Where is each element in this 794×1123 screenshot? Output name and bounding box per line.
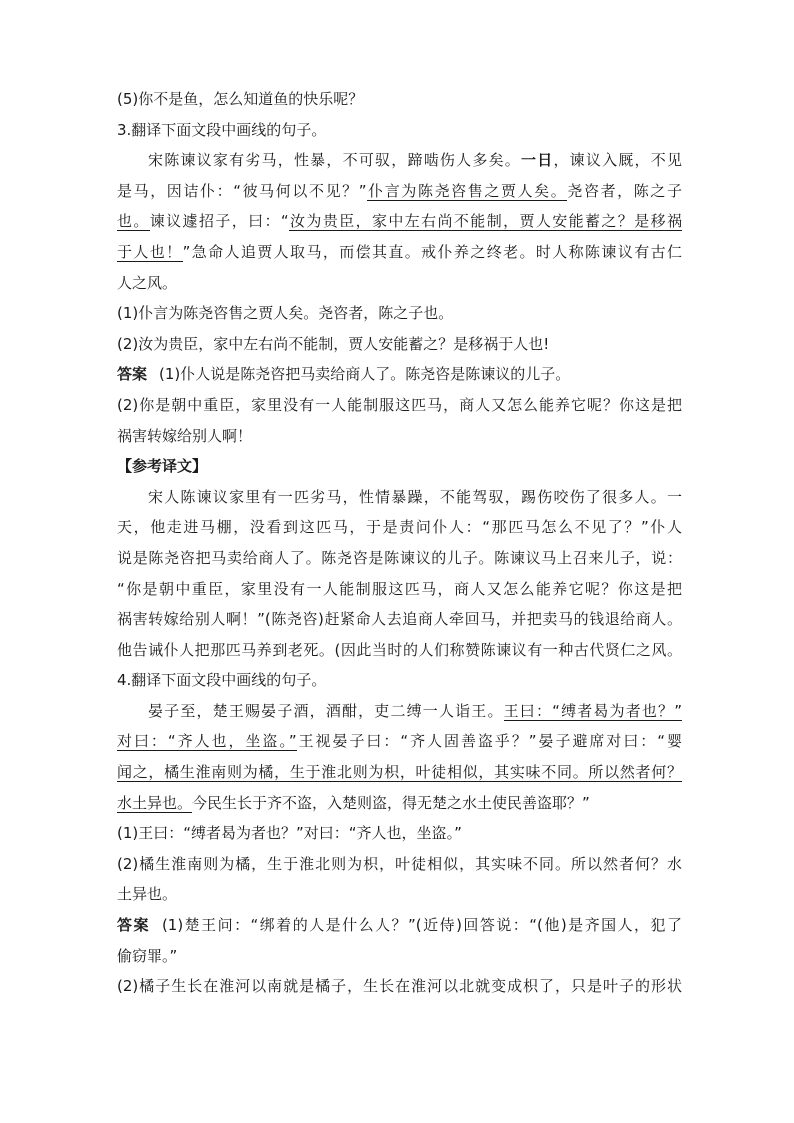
underlined-sentence: 橘生淮南则为橘，生于淮北则为枳，叶徒相似，其实味不同。所以然者何？ bbox=[164, 763, 682, 782]
translation-line: “你是朝中重臣，家里没有一人能制服这匹马，商人又怎么能养它呢？你这是把 bbox=[117, 579, 682, 598]
answer-label: 答案 bbox=[117, 365, 148, 384]
q4-passage-line: 晏子至，楚王赐晏子酒，酒酣，吏二缚一人诣王。王曰：“缚者曷为者也？” bbox=[148, 701, 682, 720]
q3-item-2: (2)汝为贵臣，家中左右尚不能制，贾人安能蓄之？是移祸于人也! bbox=[117, 334, 550, 353]
document-page bbox=[117, 84, 682, 1002]
q3-answer-1: 答案 (1)仆人说是陈尧咨把马卖给商人了。陈尧咨是陈谏议的儿子。 bbox=[117, 365, 571, 384]
translation-line: 宋人陈谏议家里有一匹劣马，性情暴躁，不能驾驭，踢伤咬伤了很多人。一 bbox=[148, 487, 682, 506]
underlined-sentence: 汝为贵臣，家中左右尚不能制，贾人安能蓄之？是移祸 bbox=[288, 212, 682, 231]
q4-heading: 4.翻译下面文段中画线的句子。 bbox=[117, 671, 327, 690]
q4-passage-line bbox=[117, 757, 682, 788]
translation-line: 天，他走进马棚，没看到这匹马，于是责问仆人：“那匹马怎么不见了？”仆人 bbox=[117, 518, 682, 537]
q4-passage-line: 水土异也。今民生长于齐不盗，入楚则盗，得无楚之水土使民善盗耶？” bbox=[117, 793, 590, 812]
q3-passage-line: 宋陈谏议家有劣马，性暴，不可驭，蹄啮伤人多矣。一日，谏议入厩，不见 bbox=[148, 151, 682, 170]
underlined-sentence: 对曰：“齐人也，坐盗。” bbox=[117, 732, 297, 751]
q3-answer-2-cont: 祸害转嫁给别人啊！ bbox=[117, 426, 253, 445]
answer-label: 答案 bbox=[117, 916, 150, 935]
q3-answer-2: (2)你是朝中重臣，家里没有一人能制服这匹马，商人又怎么能养它呢？你这是把 bbox=[117, 395, 682, 414]
underlined-sentence: 闻之， bbox=[117, 763, 165, 782]
underlined-sentence: 于人也！ bbox=[117, 242, 183, 261]
q3-passage-line: 是马，因诘仆：“彼马何以不见？”仆言为陈尧咨售之贾人矣。尧咨者，陈之子 bbox=[117, 181, 682, 200]
q3-heading: 3.翻译下面文段中画线的句子。 bbox=[117, 120, 327, 139]
underlined-sentence: 王曰：“缚者曷为者也？” bbox=[503, 701, 682, 720]
q2-item-5: (5)你不是鱼，怎么知道鱼的快乐呢？ bbox=[117, 90, 364, 108]
q4-item-1: (1)王曰：“缚者曷为者也？”对曰：“齐人也，坐盗。” bbox=[117, 824, 462, 843]
q4-answer-2: (2)橘子生长在淮河以南就是橘子，生长在淮河以北就变成枳了，只是叶子的形状 bbox=[117, 977, 682, 996]
q4-item-2: (2)橘生淮南则为橘，生于淮北则为枳，叶徒相似，其实味不同。所以然者何？水 bbox=[117, 854, 682, 873]
underlined-sentence: 水土异也。 bbox=[117, 793, 193, 812]
translation-line: 祸害转嫁给别人啊！”(陈尧咨)赶紧命人去追商人牵回马，并把卖马的钱退给商人。 bbox=[117, 610, 682, 629]
q3-passage-line: 于人也！”急命人追贾人取马，而偿其直。戒仆养之终老。时人称陈谏议有古仁 bbox=[117, 242, 682, 261]
reference-translation-heading: 【参考译文】 bbox=[117, 457, 208, 476]
q3-item-1: (1)仆言为陈尧咨售之贾人矣。尧咨者，陈之子也。 bbox=[117, 304, 454, 323]
q4-passage-line: 对曰：“齐人也，坐盗。”王视晏子曰：“齐人固善盗乎？”晏子避席对曰：“婴 bbox=[117, 732, 682, 751]
translation-line: 说是陈尧咨把马卖给商人了。陈尧咨是陈谏议的儿子。陈谏议马上召来儿子，说： bbox=[117, 548, 682, 567]
underlined-sentence: 也。 bbox=[117, 212, 150, 231]
q4-answer-1-cont: 偷窃罪。” bbox=[117, 946, 178, 965]
q4-answer-1: 答案 (1)楚王问：“绑着的人是什么人？”(近侍)回答说：“(他)是齐国人，犯了 bbox=[117, 916, 682, 935]
q3-passage-line: 人之风。 bbox=[117, 273, 178, 292]
q4-item-2-cont: 土异也。 bbox=[117, 885, 178, 904]
translation-line: 他告诫仆人把那匹马养到老死。(因此当时的人们称赞陈谏议有一种古代贤仁之风。 bbox=[117, 640, 682, 659]
underlined-sentence: 仆言为陈尧咨售之贾人矣。 bbox=[366, 181, 568, 200]
q3-passage-line: 也。谏议遽招子，曰：“汝为贵臣，家中左右尚不能制，贾人安能蓄之？是移祸 bbox=[117, 212, 682, 231]
